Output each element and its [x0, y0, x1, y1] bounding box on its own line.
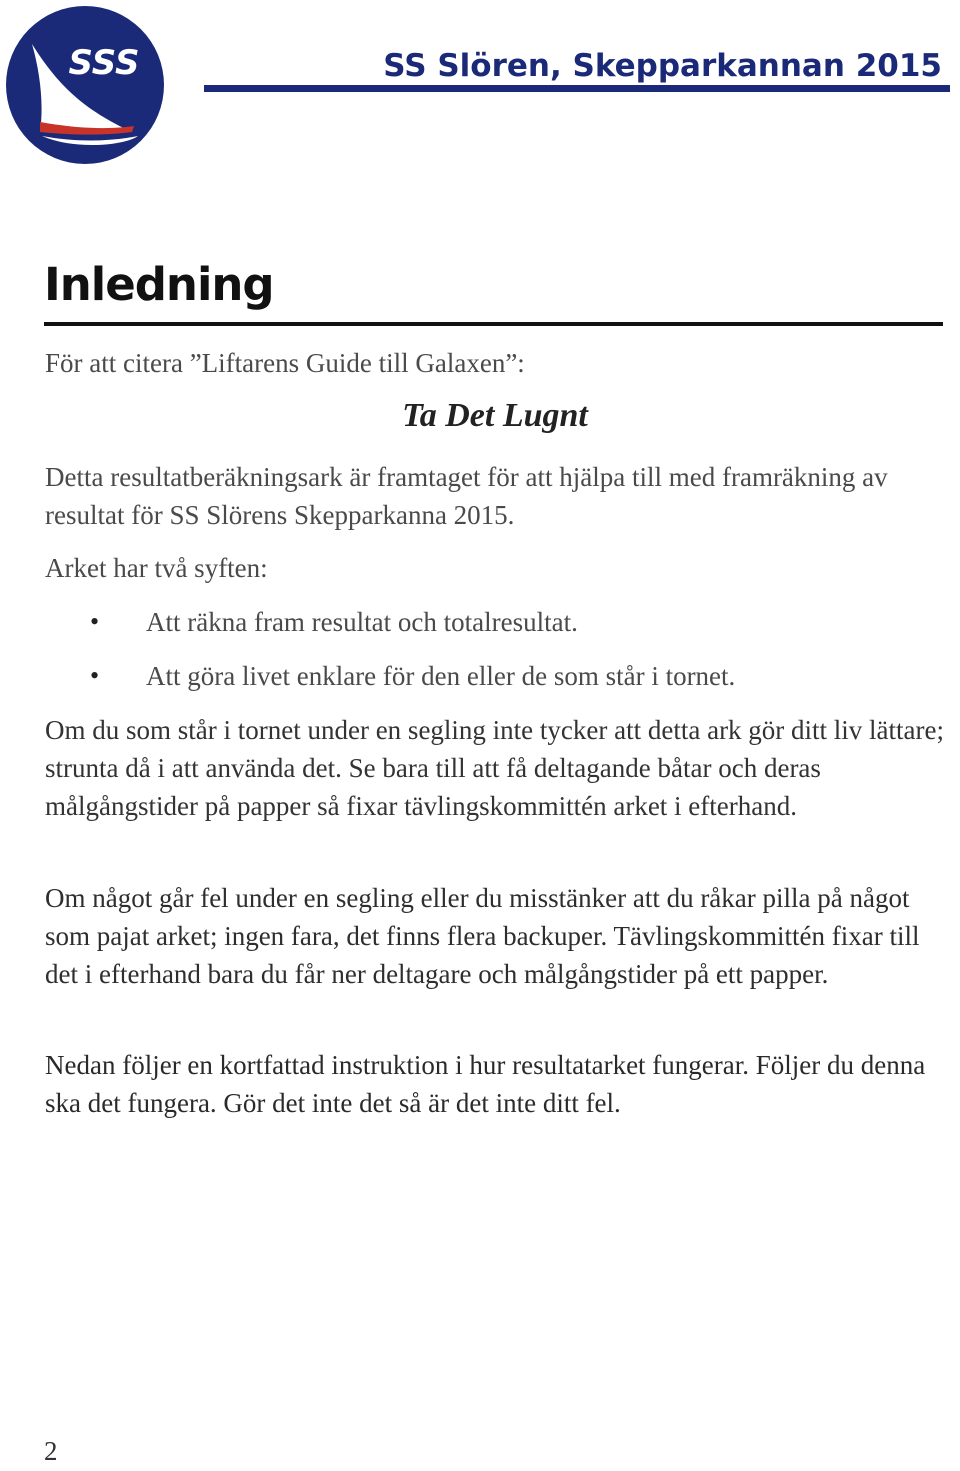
quote-intro: För att citera ”Liftarens Guide till Galaxen”:: [45, 348, 525, 378]
sss-logo: [4, 4, 166, 166]
bullet-icon: •: [90, 661, 100, 690]
paragraph-purpose: Detta resultatberäkningsark är framtaget för att hjälpa till med framräkning av resultat för SS Slörens Skepparkanna 2015.: [45, 462, 888, 530]
list-item-text: Att göra livet enklare för den eller de som står i tornet.: [146, 661, 736, 691]
heading-divider: [44, 322, 943, 326]
paragraph-backups: Om något går fel under en segling eller du misstänker att du råkar pilla på något som pajat arket; ingen fara, det finns flera backuper. Tävlingskommittén fixar till det i efterhand bara du får ner deltagare och målgångstider på ett papper.: [45, 883, 920, 989]
header-rule: [204, 85, 950, 92]
list-item: [90, 657, 735, 711]
logo-text: SSS: [68, 43, 140, 83]
list-item-text: Att räkna fram resultat och totalresultat.: [146, 607, 578, 637]
header-title: SS Slören, Skepparkannan 2015: [383, 48, 942, 84]
page-number: 2: [44, 1436, 58, 1466]
bullet-icon: •: [90, 607, 100, 636]
paragraph-aims-intro: Arket har två syften:: [45, 553, 268, 583]
paragraph-optional-use: Om du som står i tornet under en segling inte tycker att detta ark gör ditt liv lättare; strunta då i att använda det. Se bara till att få deltagande båtar och deras målgångstider på papper så fixar tävlingskommittén arket i efterhand.: [45, 715, 945, 821]
motto: Ta Det Lugnt: [402, 397, 588, 434]
section-heading: Inledning: [44, 258, 274, 311]
list-item: [90, 603, 735, 657]
paragraph-instructions: Nedan följer en kortfattad instruktion i hur resultatarket fungerar. Följer du denna ska det fungera. Gör det inte det så är det inte ditt fel.: [45, 1050, 926, 1118]
aims-list: [90, 603, 735, 711]
